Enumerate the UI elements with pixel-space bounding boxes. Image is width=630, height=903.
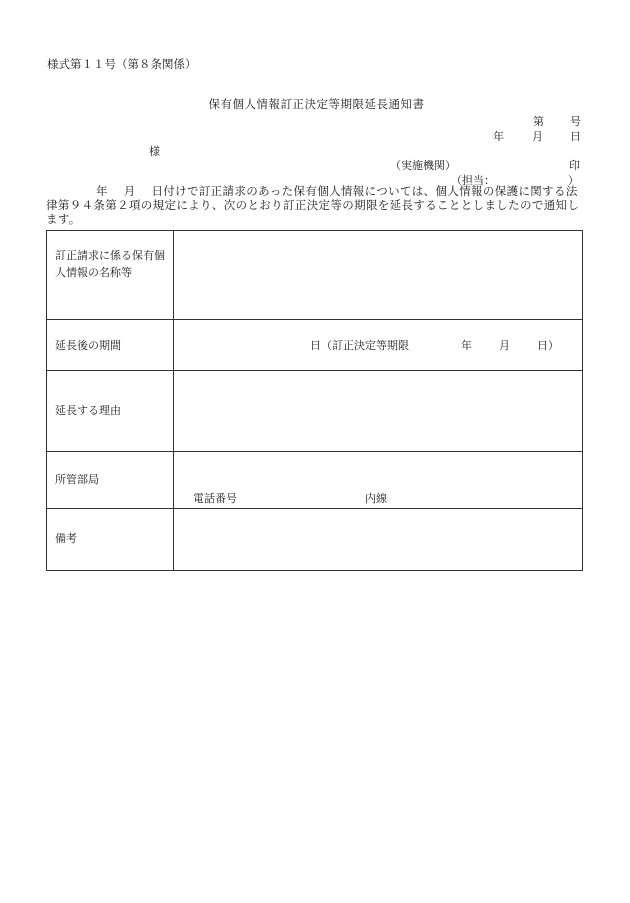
header-dai: 第 — [533, 115, 544, 128]
row-label-reason: 延長する理由 — [47, 371, 174, 452]
header-go: 号 — [570, 115, 581, 128]
header-day: 日 — [570, 130, 581, 143]
row-label-department: 所管部局 — [47, 452, 174, 509]
notice-body — [46, 184, 586, 226]
seal-mark: 印 — [569, 159, 580, 172]
row-value-remarks[interactable] — [174, 509, 583, 571]
table-row — [47, 371, 583, 452]
body-month: 月 — [123, 184, 136, 198]
extension-label: 内線 — [365, 492, 387, 505]
row-label-remarks: 備考 — [47, 509, 174, 571]
table-row — [47, 231, 583, 320]
row-value-department[interactable] — [174, 452, 583, 509]
row-label-info-name: 訂正請求に係る保有個人情報の名称等 — [47, 231, 174, 320]
header-month: 月 — [532, 130, 543, 143]
contact-label: （担当： — [451, 174, 495, 187]
phone-line — [193, 490, 387, 506]
table-row — [47, 452, 583, 509]
form-table — [46, 230, 583, 571]
form-number: 様式第１１号（第８条関係） — [47, 57, 197, 71]
addressee-suffix: 様 — [149, 145, 160, 158]
implementing-organization: （実施機関） — [390, 159, 456, 172]
row-label-extended-period: 延長後の期間 — [47, 320, 174, 371]
phone-label: 電話番号 — [193, 492, 237, 505]
document-title: 保有個人情報訂正決定等期限延長通知書 — [208, 97, 425, 111]
body-year: 年 — [96, 184, 108, 198]
table-row — [47, 320, 583, 371]
table-row — [47, 509, 583, 571]
row-value-extended-period[interactable] — [174, 320, 583, 371]
row-value-reason[interactable] — [174, 371, 583, 452]
contact-close: ） — [568, 174, 579, 187]
row-value-info-name[interactable] — [174, 231, 583, 320]
header-year: 年 — [493, 130, 504, 143]
period-text: 日（訂正決定等期限 年 月 日） — [310, 339, 559, 352]
body-text: 日付けで訂正請求のあった保有個人情報については、個人情報の保護に関する法律第９４条第２項の規定により、次のとおり訂正決定等の期限を延長することとしましたので通知します。 — [46, 184, 580, 226]
